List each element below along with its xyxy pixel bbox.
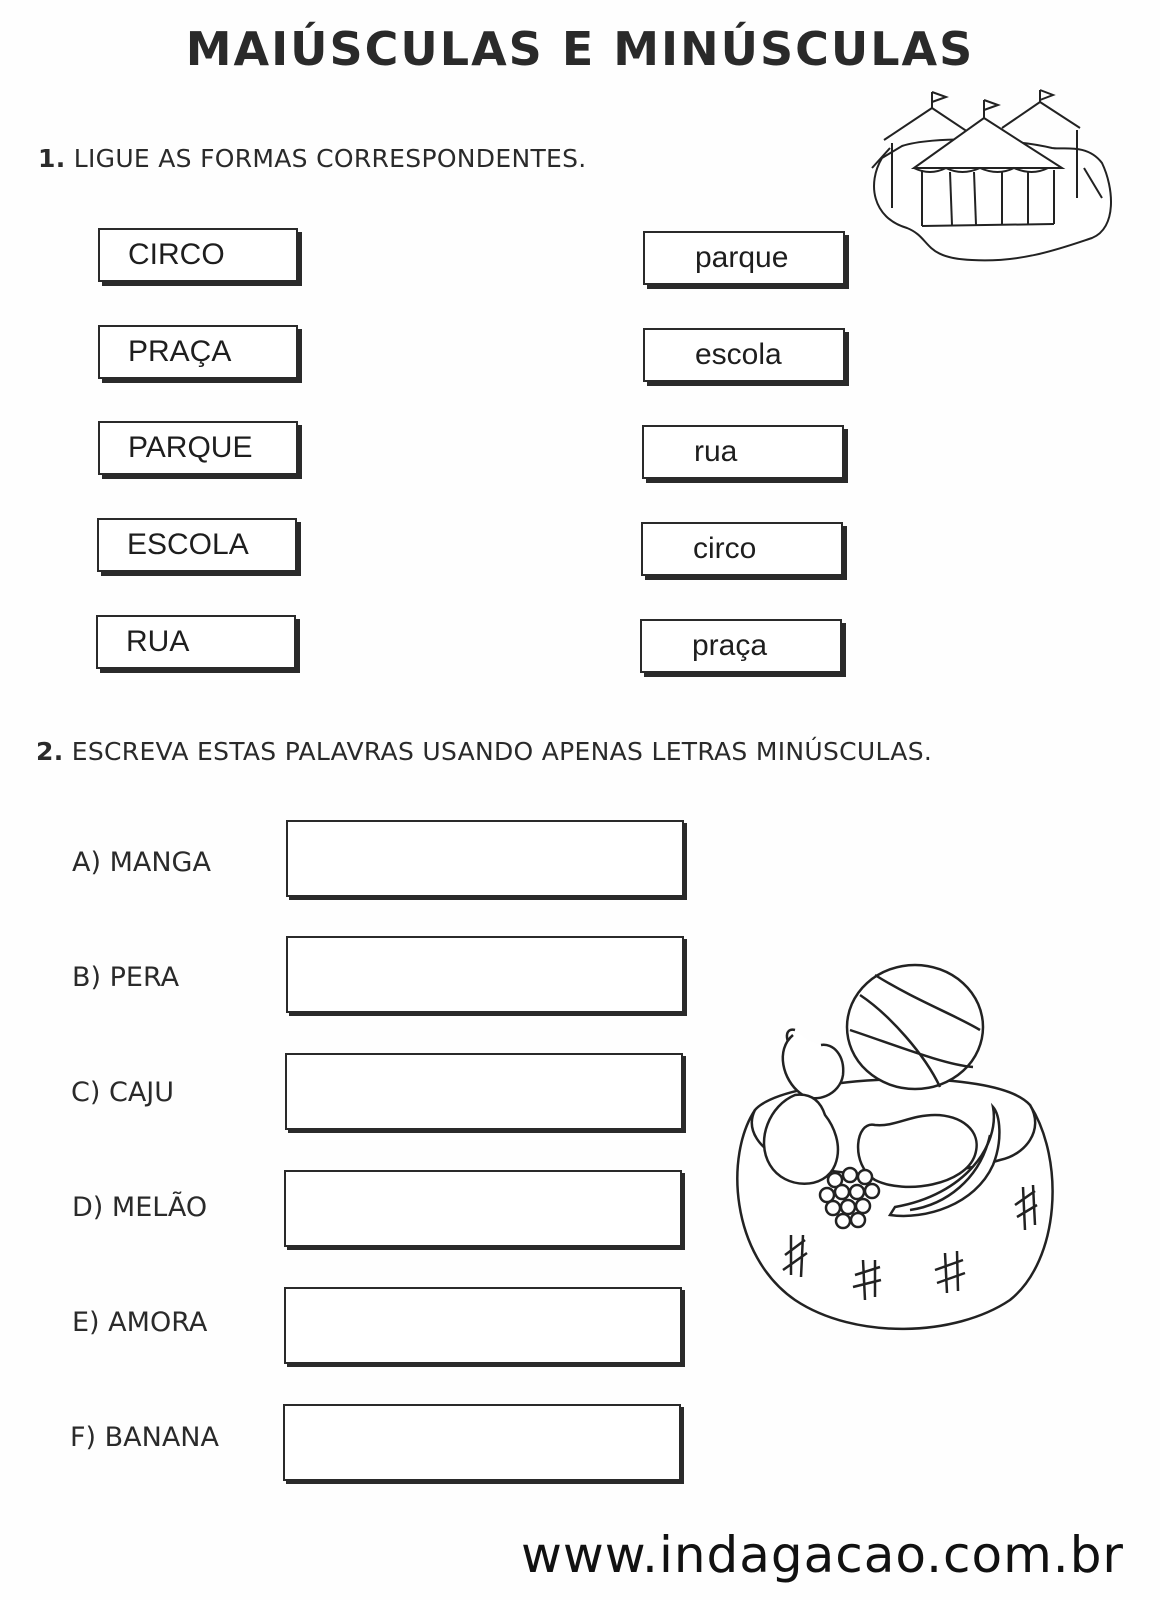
item-label: F) BANANA	[70, 1422, 219, 1453]
lower-word-box[interactable]: praça	[640, 619, 842, 673]
upper-word-box[interactable]: PARQUE	[98, 421, 298, 475]
question-2	[36, 737, 932, 766]
question-2-text: ESCREVA ESTAS PALAVRAS USANDO APENAS LETRAS MINÚSCULAS.	[71, 737, 933, 766]
answer-box[interactable]	[284, 1287, 682, 1364]
fruit-basket-icon	[725, 955, 1065, 1340]
question-1-text: LIGUE AS FORMAS CORRESPONDENTES.	[73, 144, 587, 173]
circus-tent-icon	[862, 88, 1120, 268]
upper-word-box[interactable]: PRAÇA	[98, 325, 298, 379]
item-label: E) AMORA	[72, 1307, 208, 1338]
lower-word-box[interactable]: parque	[643, 231, 845, 285]
item-label: A) MANGA	[72, 847, 211, 878]
upper-word-box[interactable]: ESCOLA	[97, 518, 297, 572]
item-label: B) PERA	[72, 962, 180, 993]
question-2-number: 2.	[36, 737, 64, 766]
item-label: D) MELÃO	[72, 1192, 208, 1223]
answer-box[interactable]	[284, 1170, 682, 1247]
answer-box[interactable]	[283, 1404, 681, 1481]
upper-word-box[interactable]: RUA	[96, 615, 296, 669]
question-1	[38, 144, 587, 173]
lower-word-box[interactable]: circo	[641, 522, 843, 576]
page-title: MAIÚSCULAS E MINÚSCULAS	[185, 22, 975, 76]
answer-box[interactable]	[285, 1053, 683, 1130]
item-label: C) CAJU	[71, 1077, 175, 1108]
answer-box[interactable]	[286, 820, 684, 897]
website-footer: www.indagacao.com.br	[520, 1526, 1124, 1584]
answer-box[interactable]	[286, 936, 684, 1013]
lower-word-box[interactable]: rua	[642, 425, 844, 479]
upper-word-box[interactable]: CIRCO	[98, 228, 298, 282]
lower-word-box[interactable]: escola	[643, 328, 845, 382]
question-1-number: 1.	[38, 144, 66, 173]
